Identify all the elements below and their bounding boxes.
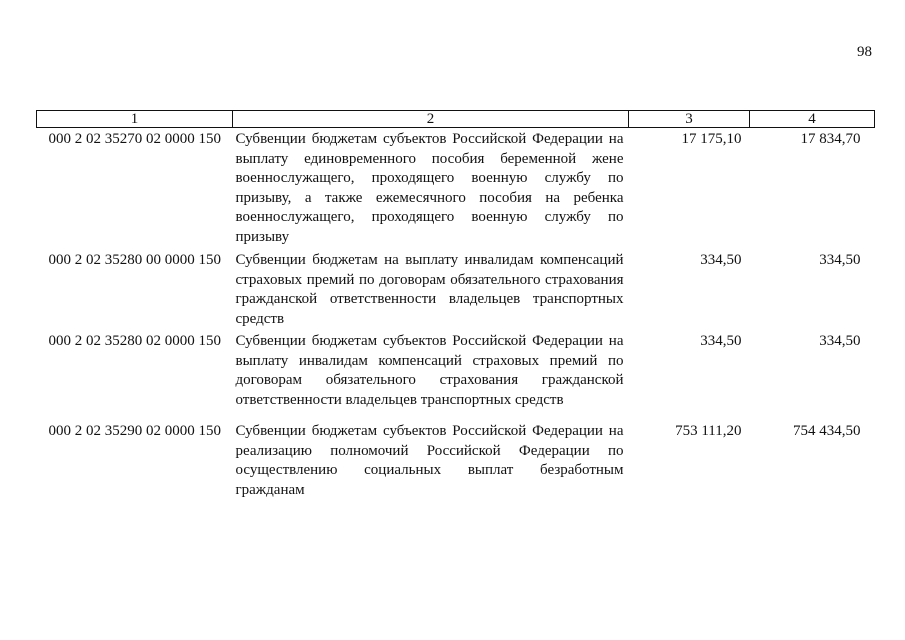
table-row [37,251,875,332]
table-row [37,128,875,252]
header-col-1: 1 [37,111,233,128]
table-row [37,332,875,422]
table-header-row [37,111,875,128]
budget-table [36,110,875,500]
budget-code: 000 2 02 35290 02 0000 150 [48,423,221,439]
header-col-3: 3 [629,111,750,128]
budget-description: Субвенции бюджетам субъектов Российской Федерации на выплату инвалидам компенсаций страховых премий по договорам обязательного страхования гражданской ответственности владельцев транспортных средств [235,333,624,408]
amount-col3: 334,50 [700,252,742,268]
amount-col4: 17 834,70 [800,131,861,147]
budget-description: Субвенции бюджетам на выплату инвалидам компенсаций страховых премий по договорам обязательного страхования гражданской ответственности владельцев транспортных средств [235,252,624,327]
amount-col4: 754 434,50 [793,423,861,439]
amount-col4: 334,50 [819,252,861,268]
budget-code: 000 2 02 35280 02 0000 150 [48,333,221,349]
amount-col3: 753 111,20 [675,423,742,439]
header-col-4: 4 [750,111,875,128]
budget-code: 000 2 02 35270 02 0000 150 [48,131,221,147]
table-row [37,422,875,500]
header-col-2: 2 [233,111,629,128]
budget-description: Субвенции бюджетам субъектов Российской Федерации на реализацию полномочий Российской Федерации по осуществлению социальных выплат безработным гражданам [235,423,624,498]
amount-col3: 17 175,10 [681,131,742,147]
budget-description: Субвенции бюджетам субъектов Российской Федерации на выплату единовременного пособия беременной жене военнослужащего, проходящего военную службу по призыву, а также ежемесячного пособия на ребенка военнослужащего, проходящего военную службу по призыву [235,131,624,245]
amount-col3: 334,50 [700,333,742,349]
amount-col4: 334,50 [819,333,861,349]
page-number: 98 [857,44,872,60]
budget-code: 000 2 02 35280 00 0000 150 [48,252,221,268]
